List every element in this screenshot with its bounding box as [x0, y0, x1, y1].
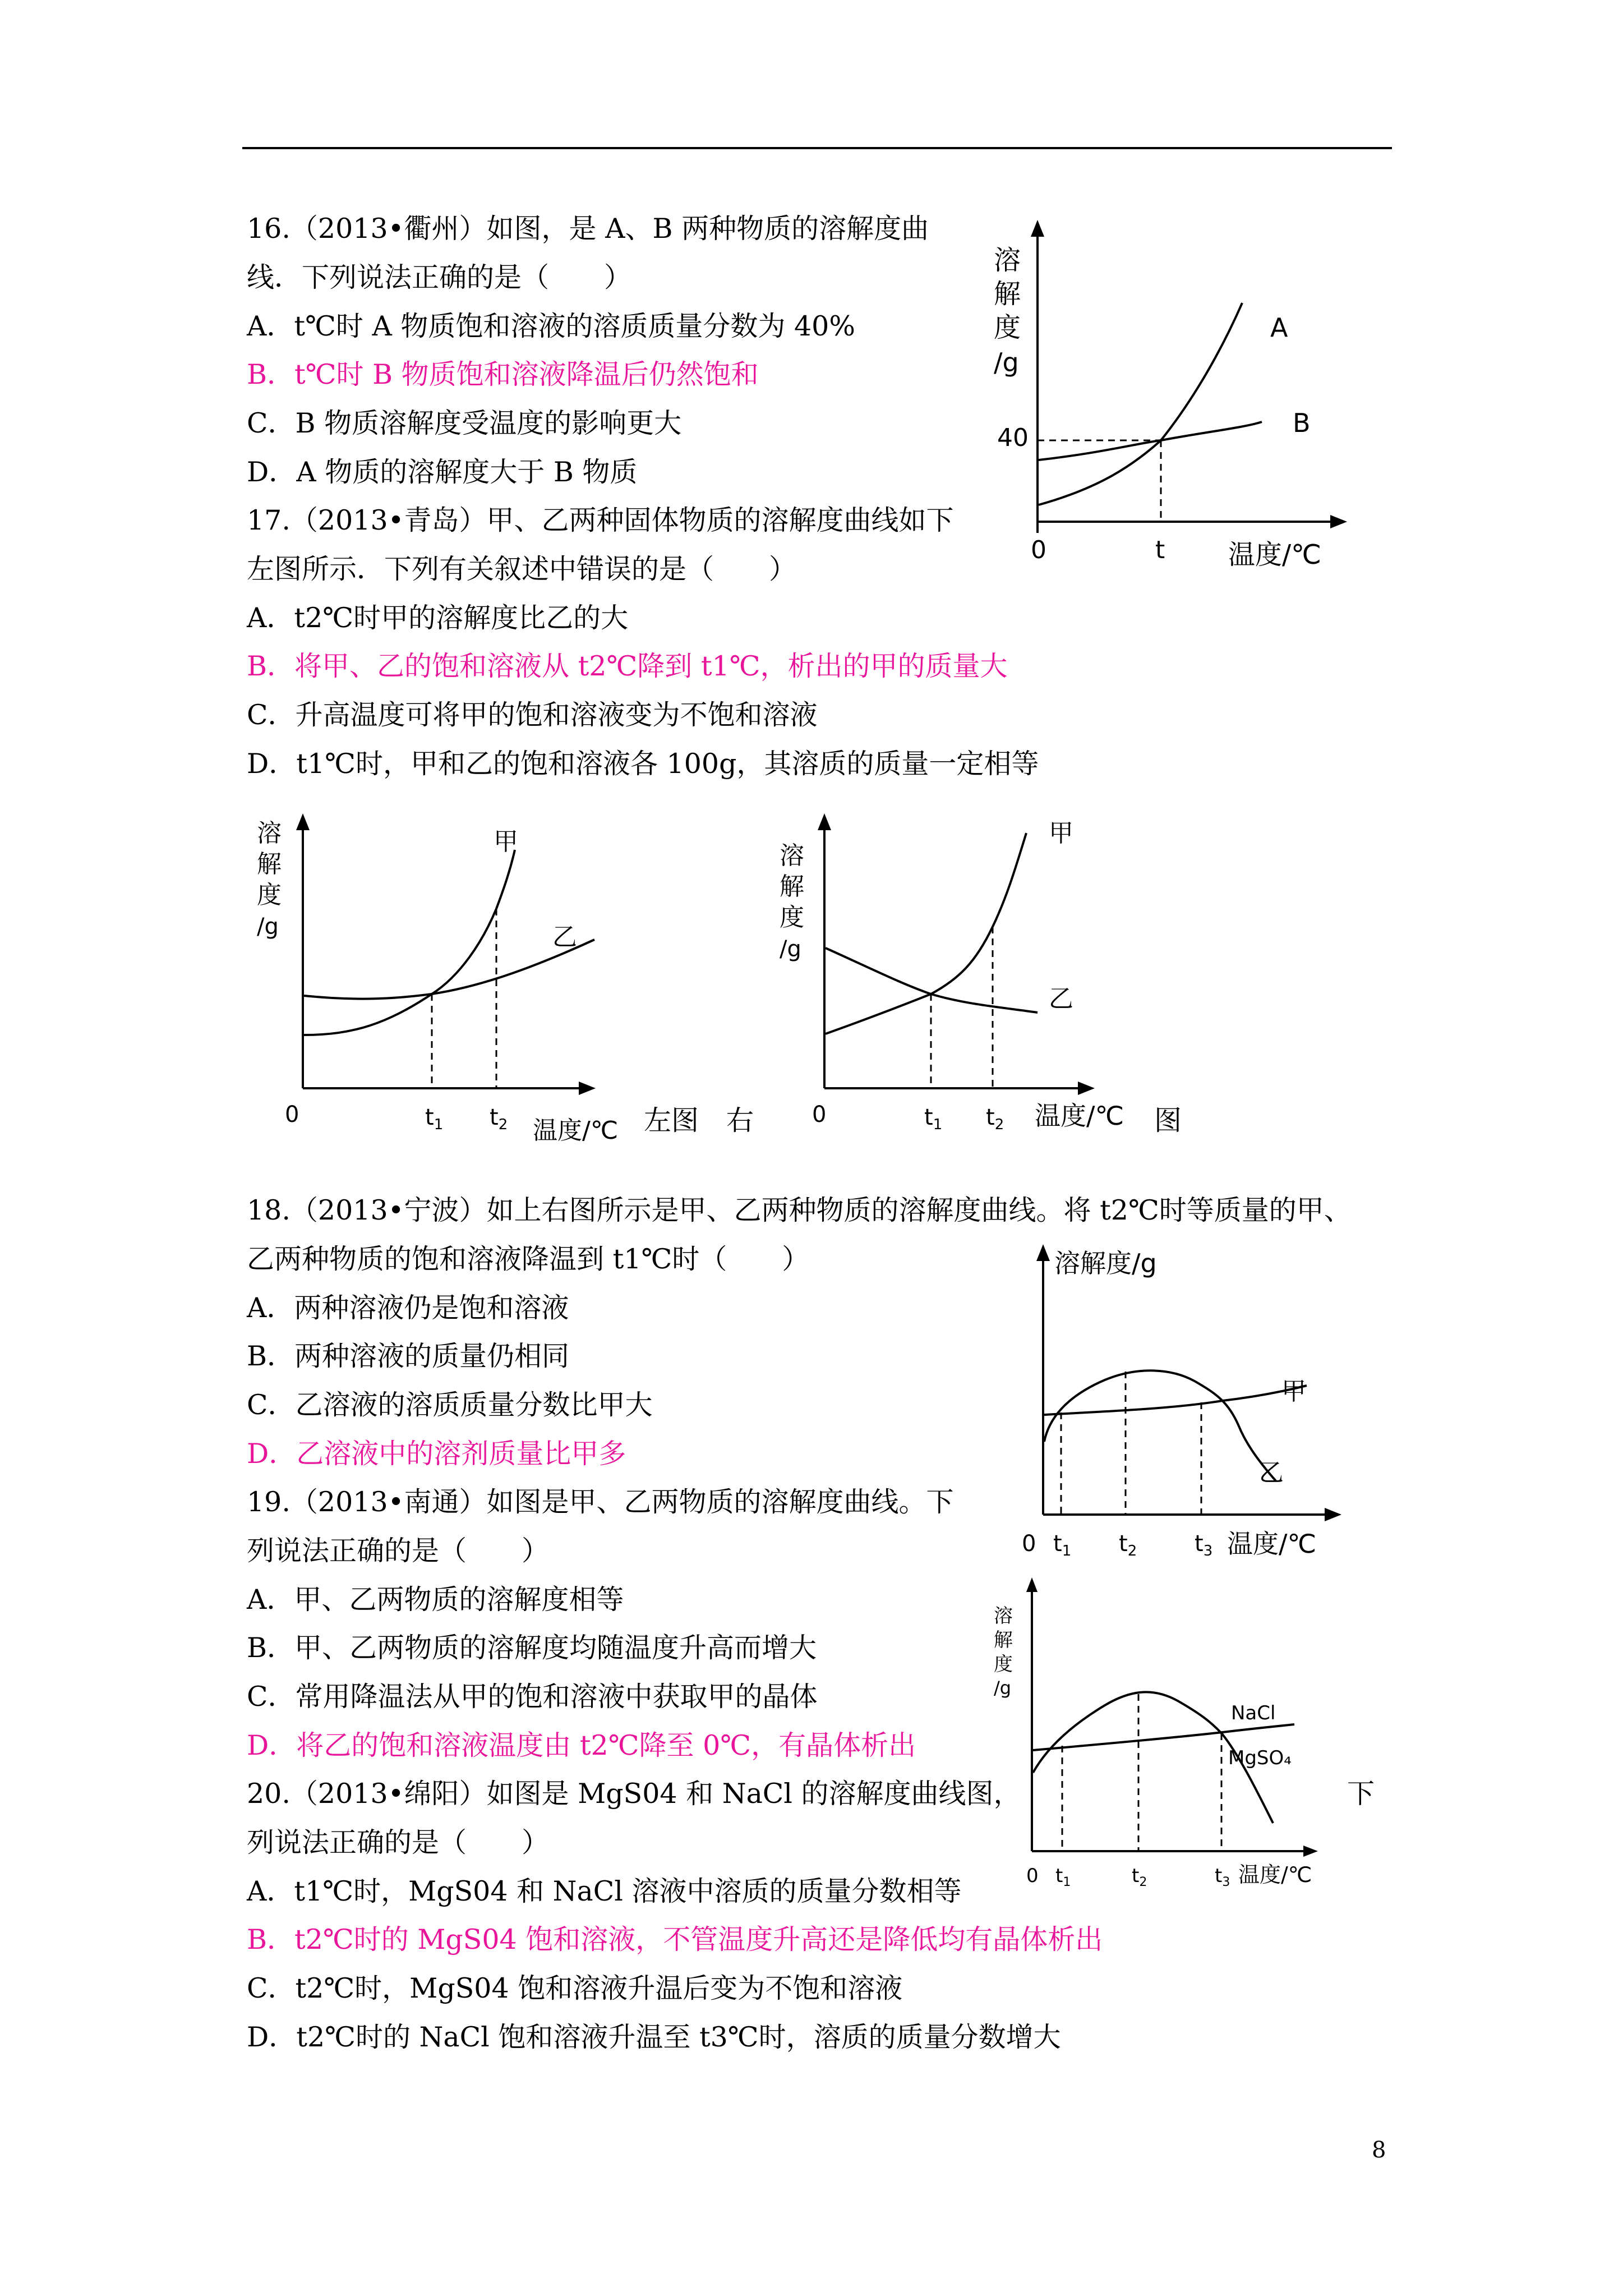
- q17-option-b-answer: B．将甲、乙的饱和溶液从 t2℃降到 t1℃，析出的甲的质量大: [247, 650, 1008, 682]
- header-rule: [242, 147, 1392, 149]
- q16-stem-cont: 线．下列说法正确的是（ ）: [247, 261, 632, 293]
- ylabel-char-3: 度: [994, 312, 1021, 343]
- xlabel: 温度/℃: [1227, 1529, 1317, 1559]
- y-axis: [1036, 1244, 1050, 1515]
- tick-t2: $t_2$: [1119, 1531, 1137, 1559]
- q18-option-c: C．乙溶液的溶质质量分数比甲大: [247, 1389, 653, 1421]
- ylabel-char-1: 溶: [257, 819, 282, 848]
- ylabel-char-1: 溶: [994, 1605, 1013, 1627]
- q19-stem: 19.（2013•南通）如图是甲、乙两物质的溶解度曲线。下: [247, 1486, 954, 1518]
- origin-0: 0: [812, 1102, 827, 1128]
- label-a: A: [1270, 312, 1288, 343]
- curve-jia: [826, 833, 1026, 1034]
- q18-option-d-answer: D．乙溶液中的溶剂质量比甲多: [247, 1438, 626, 1470]
- q16-option-d: D．A 物质的溶解度大于 B 物质: [247, 456, 638, 488]
- tick-t1: $t_1$: [1055, 1865, 1071, 1889]
- y-axis: [1026, 1577, 1038, 1851]
- label-yi: 乙: [1049, 984, 1073, 1013]
- caption-right: 图: [1154, 1105, 1182, 1137]
- label-yi: 乙: [1259, 1458, 1284, 1487]
- q18-option-a: A．两种溶液仍是饱和溶液: [247, 1292, 569, 1324]
- label-jia: 甲: [494, 827, 518, 856]
- origin-0: 0: [1026, 1865, 1039, 1887]
- q16-option-c: C．B 物质溶解度受温度的影响更大: [247, 407, 682, 439]
- q17-option-c: C．升高温度可将甲的饱和溶液变为不饱和溶液: [247, 699, 818, 731]
- xlabel: 温度/℃: [533, 1116, 619, 1145]
- curve-yi: [826, 948, 1038, 1013]
- tick-t3: $t_3$: [1195, 1531, 1213, 1559]
- ylabel-char-3: 度: [780, 903, 804, 932]
- tick-t1: $t_1$: [1053, 1531, 1072, 1559]
- q16-stem: 16.（2013•衢州）如图，是 A、B 两种物质的溶解度曲: [247, 213, 929, 245]
- q17-option-a: A．t2℃时甲的溶解度比乙的大: [247, 602, 629, 634]
- ylabel-char-1: 溶: [780, 841, 804, 870]
- ylabel-char-3: 度: [994, 1653, 1013, 1676]
- xlabel: 温度/℃: [1228, 539, 1322, 570]
- y-axis: [296, 813, 310, 1088]
- caption-left: 左图 右: [644, 1105, 754, 1137]
- ylabel-unit: /g: [994, 1677, 1012, 1699]
- tick-t1: $t_1$: [425, 1105, 444, 1133]
- label-nacl: NaCl: [1231, 1702, 1276, 1724]
- curve-a: [1039, 303, 1242, 505]
- tick-t: t: [1155, 536, 1165, 564]
- origin-0: 0: [1031, 536, 1046, 564]
- q18-stem-cont: 乙两种物质的饱和溶液降温到 t1℃时（ ）: [247, 1243, 810, 1275]
- q20-option-d: D．t2℃时的 NaCl 饱和溶液升温至 t3℃时，溶质的质量分数增大: [247, 2021, 1061, 2053]
- q19-option-a: A．甲、乙两物质的溶解度相等: [247, 1584, 624, 1616]
- q19-option-b: B．甲、乙两物质的溶解度均随温度升高而增大: [247, 1632, 817, 1664]
- ylabel-char-2: 解: [994, 278, 1021, 310]
- q19-option-c: C．常用降温法从甲的饱和溶液中获取甲的晶体: [247, 1681, 818, 1713]
- curve-yi: [304, 940, 594, 999]
- curve-jia: [304, 850, 515, 1035]
- q20-option-a: A．t1℃时，MgS04 和 NaCl 溶液中溶质的质量分数相等: [247, 1875, 962, 1907]
- x-axis: [1043, 1508, 1341, 1521]
- ylabel-unit: /g: [780, 936, 801, 962]
- ylabel-unit: /g: [257, 914, 279, 940]
- figure-q19-solubility: [1009, 1234, 1357, 1571]
- q16-option-a: A．t℃时 A 物质饱和溶液的溶质质量分数为 40%: [247, 310, 855, 342]
- q18-stem: 18.（2013•宁波）如上右图所示是甲、乙两种物质的溶解度曲线。将 t2℃时等质量的甲、: [247, 1194, 1352, 1226]
- label-jia: 甲: [1049, 819, 1073, 848]
- figure-q20-mgso4-nacl: [987, 1576, 1346, 1890]
- q16-option-b-answer: B．t℃时 B 物质饱和溶液降温后仍然饱和: [247, 358, 759, 390]
- x-axis: [303, 1082, 596, 1095]
- q18-option-b: B．两种溶液的质量仍相同: [247, 1340, 570, 1372]
- figure-q17-left: [247, 808, 619, 1167]
- q19-option-d-answer: D．将乙的饱和溶液温度由 t2℃降至 0℃，有晶体析出: [247, 1729, 916, 1761]
- q20-stem-tail: 下: [1347, 1778, 1375, 1810]
- ylabel-char-3: 度: [257, 881, 282, 909]
- figure-q16-solubility: [987, 219, 1357, 578]
- tick-t1: $t_1$: [924, 1105, 943, 1133]
- origin-0: 0: [285, 1102, 299, 1128]
- xlabel: 温度/℃: [1035, 1101, 1124, 1131]
- ylabel: 溶解度/g: [1054, 1248, 1157, 1278]
- ylabel-char-2: 解: [257, 850, 282, 878]
- tick-40: 40: [997, 424, 1029, 452]
- ylabel-unit: /g: [994, 347, 1019, 378]
- q17-stem-cont: 左图所示．下列有关叙述中错误的是（ ）: [247, 553, 797, 585]
- curve-yi: [1044, 1370, 1276, 1481]
- label-mgso4: MgSO₄: [1228, 1747, 1292, 1769]
- ylabel-char-2: 解: [994, 1629, 1013, 1651]
- q20-stem: 20.（2013•绵阳）如图是 MgS04 和 NaCl 的溶解度曲线图，: [247, 1778, 1021, 1810]
- page-number: 8: [1372, 2137, 1386, 2163]
- label-jia: 甲: [1281, 1377, 1306, 1406]
- ylabel-char-1: 溶: [994, 245, 1021, 276]
- ylabel-char-2: 解: [780, 872, 804, 901]
- q20-option-b-answer: B．t2℃时的 MgS04 饱和溶液，不管温度升高还是降低均有晶体析出: [247, 1924, 1103, 1955]
- tick-t2: $t_2$: [1132, 1865, 1147, 1889]
- label-b: B: [1293, 408, 1311, 438]
- x-axis: [1032, 1846, 1318, 1857]
- tick-t2: $t_2$: [490, 1105, 508, 1133]
- q17-option-d: D．t1℃时，甲和乙的饱和溶液各 100g，其溶质的质量一定相等: [247, 748, 1039, 780]
- x-axis: [824, 1082, 1095, 1095]
- x-axis: [1038, 515, 1347, 528]
- origin-0: 0: [1022, 1531, 1036, 1557]
- q20-option-c: C．t2℃时，MgS04 饱和溶液升温后变为不饱和溶液: [247, 1972, 903, 2004]
- figure-q18-right: [768, 808, 1138, 1167]
- label-yi: 乙: [552, 923, 577, 951]
- q19-stem-cont: 列说法正确的是（ ）: [247, 1535, 550, 1567]
- tick-t3: $t_3$: [1215, 1865, 1230, 1889]
- q20-stem-cont: 列说法正确的是（ ）: [247, 1826, 550, 1858]
- xlabel: 温度/℃: [1238, 1862, 1312, 1887]
- q17-stem: 17.（2013•青岛）甲、乙两种固体物质的溶解度曲线如下: [247, 504, 954, 536]
- tick-t2: $t_2$: [986, 1105, 1004, 1133]
- y-axis: [1031, 220, 1044, 533]
